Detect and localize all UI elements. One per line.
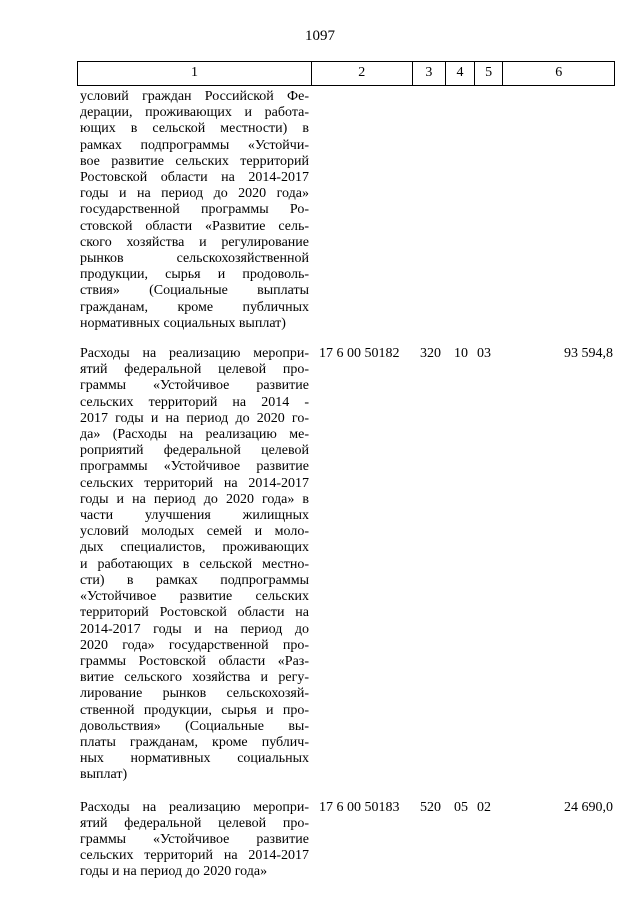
description-line: ственной продукции, сырья и про- — [80, 702, 309, 718]
row-sum: 24 690,0 — [564, 799, 613, 815]
table-row — [77, 800, 615, 881]
description-line: и работающих в сельской местно- — [80, 556, 309, 572]
row-code: 17 6 00 50183 — [319, 799, 400, 815]
table-header-row — [77, 61, 615, 86]
description-line: граммы «Устойчивое развитие — [80, 831, 309, 847]
row-vr: 520 — [420, 799, 441, 815]
description-line: сельских территорий на 2014-2017 — [80, 475, 309, 491]
header-col-4: 4 — [445, 62, 474, 85]
description-line: сельских территорий на 2014-2017 — [80, 848, 309, 864]
row-sum: 93 594,8 — [564, 346, 613, 362]
description-line: условий граждан Российской Фе- — [80, 89, 309, 104]
description-line: вое развитие сельских территорий — [80, 153, 309, 169]
description-line: дерации, проживающих и работа- — [80, 105, 309, 121]
row-description — [77, 346, 313, 783]
description-line: Расходы на реализацию меропри- — [80, 799, 309, 815]
table-row — [77, 346, 615, 783]
description-line: гражданам, кроме публичных — [80, 299, 309, 315]
description-line: ятий федеральной целевой про- — [80, 362, 309, 378]
description-line: платы гражданам, кроме публич- — [80, 734, 309, 750]
description-line: «Устойчивое развитие сельских — [80, 589, 309, 605]
row-code: 17 6 00 50182 — [319, 346, 400, 362]
description-line: рамках подпрограммы «Устойчи- — [80, 137, 309, 153]
description-line: стовской области «Развитие сель- — [80, 218, 309, 234]
row-pr: 02 — [477, 799, 491, 815]
description-line: части улучшения жилищных — [80, 508, 309, 524]
row-description — [77, 800, 313, 881]
description-line: условий молодых семей и моло- — [80, 524, 309, 540]
description-line: рынков сельскохозяйственной — [80, 251, 309, 267]
row-vr: 320 — [420, 346, 441, 362]
description-line: граммы «Устойчивое развитие — [80, 378, 309, 394]
description-line: территорий Ростовской области на — [80, 605, 309, 621]
header-col-3: 3 — [412, 62, 446, 85]
page-number: 1097 — [305, 28, 335, 44]
description-line: ствия» (Социальные выплаты — [80, 283, 309, 299]
description-line: нормативных социальных выплат) — [80, 315, 286, 331]
description-line: граммы Ростовской области «Раз- — [80, 653, 309, 669]
budget-table — [77, 61, 615, 881]
description-line: 2020 года» государственной про- — [80, 637, 309, 653]
description-line: ского хозяйства и регулирование — [80, 234, 309, 250]
description-line: лирование рынков сельскохозяй- — [80, 686, 309, 702]
header-col-2: 2 — [311, 62, 412, 85]
header-col-1: 1 — [77, 62, 311, 85]
description-line: государственной программы Ро- — [80, 202, 309, 218]
description-line: 2017 годы и на период до 2020 го- — [80, 410, 309, 426]
description-line: программы «Устойчивое развитие — [80, 459, 309, 475]
description-line: ятий федеральной целевой про- — [80, 815, 309, 831]
description-line: довольствия» (Социальные вы- — [80, 718, 309, 734]
description-line: годы и на период до 2020 года» — [80, 186, 309, 202]
description-line: да» (Расходы на реализацию ме- — [80, 427, 309, 443]
description-line: 2014-2017 годы и на период до — [80, 621, 309, 637]
description-line: дых специалистов, проживающих — [80, 540, 309, 556]
description-line: продукции, сырья и продоволь- — [80, 267, 309, 283]
description-line: Ростовской области на 2014-2017 — [80, 170, 309, 186]
row-description — [77, 89, 313, 332]
header-col-6: 6 — [502, 62, 615, 85]
description-line: роприятий федеральной целевой — [80, 443, 309, 459]
description-line: годы и на период до 2020 года» — [80, 864, 268, 880]
row-rz: 10 — [454, 346, 468, 362]
row-pr: 03 — [477, 346, 491, 362]
description-line: Расходы на реализацию меропри- — [80, 346, 309, 362]
description-line: витие сельского хозяйства и регу- — [80, 670, 309, 686]
description-line: ных нормативных социальных — [80, 751, 309, 767]
header-col-5: 5 — [474, 62, 503, 85]
table-row — [77, 89, 615, 332]
row-rz: 05 — [454, 799, 468, 815]
description-line: выплат) — [80, 767, 128, 783]
description-line: годы и на период до 2020 года» в — [80, 491, 309, 507]
description-line: сти) в рамках подпрограммы — [80, 572, 309, 588]
description-line: ющих в сельской местности) в — [80, 121, 309, 137]
description-line: сельских территорий на 2014 - — [80, 394, 309, 410]
